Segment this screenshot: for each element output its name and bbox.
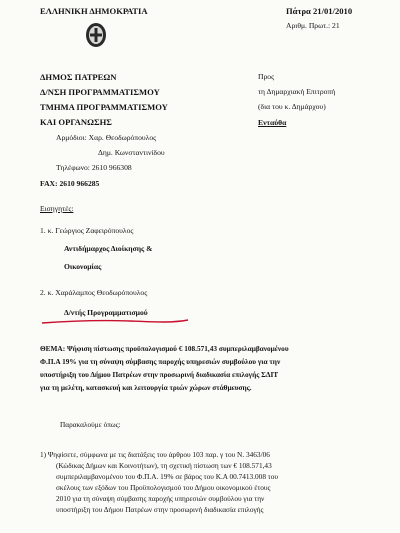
rapporteurs-heading: Εισηγητές: <box>40 204 74 213</box>
phone: Τηλέφωνο: 2610 966308 <box>56 163 132 172</box>
place-date: Πάτρα 21/01/2010 <box>286 6 353 16</box>
protocol-number: Αριθμ. Πρωτ.: 21 <box>286 21 340 30</box>
responsible-2: Δημ. Κωνσταντινίδου <box>98 148 165 157</box>
subject-line-2: Φ.Π.Α 19% για τη σύναψη σύμβασης παροχής υπηρεσιών συμβούλου για την <box>40 357 281 366</box>
fax: FAX: 2610 966285 <box>40 179 100 188</box>
item-1-line-5: 2010 για τη σύναψη σύμβασης παροχής υπηρεσιών συμβούλου για την <box>56 494 265 503</box>
item-1-line-6: υποστήριξη του Δήμου Πατρέων στην προσωρινή διαδικασία επιλογής <box>56 505 264 514</box>
rapporteur-1-role-2: Οικονομίας <box>64 262 102 271</box>
responsible-1: Αρμόδιοι: Χαρ. Θεοδωρόπουλος <box>56 133 157 142</box>
recipient-line-1: τη Δημαρχιακή Επιτροπή <box>258 87 336 96</box>
state-title: ΕΛΛΗΝΙΚΗ ΔΗΜΟΚΡΑΤΙΑ <box>40 6 148 16</box>
subject-line-3: υποστήριξη του Δήμου Πατρέων στην προσωρινή διαδικασία επιλογής ΣΔΙΤ <box>40 370 279 379</box>
sender-line-4: ΚΑΙ ΟΡΓΑΝΩΣΗΣ <box>40 117 112 127</box>
request-intro: Παρακαλούμε όπως: <box>60 420 121 429</box>
recipient-line-2: (δια του κ. Δημάρχου) <box>258 102 326 111</box>
sender-line-3: ΤΜΗΜΑ ΠΡΟΓΡΑΜΜΑΤΙΣΜΟΥ <box>40 102 168 112</box>
coat-of-arms-icon <box>85 22 107 48</box>
recipient-line-3: Ενταύθα <box>258 118 287 127</box>
item-1-line-4: σκέλους των εξόδων του Προϋπολογισμού του Δήμου οικονομικού έτους <box>56 483 271 492</box>
recipient-to: Προς <box>258 72 275 81</box>
red-underline-mark <box>40 315 190 327</box>
subject-line-4: για τη μελέτη, κατασκευή και λειτουργία τριών χώρων στάθμευσης. <box>40 383 252 392</box>
item-1-line-1: 1) Ψηφίσετε, σύμφωνα με τις διατάξεις του άρθρου 103 παρ. γ του Ν. 3463/06 <box>40 450 270 459</box>
item-1-line-3: συμπεριλαμβανομένου του Φ.Π.Α. 19% σε βάρος του Κ.Α 00.7413.008 του <box>56 472 278 481</box>
subject-line-1: ΘΕΜΑ: Ψήφιση πίστωσης προϋπολογισμού € 108.571,43 συμπεριλαμβανομένου <box>40 344 289 353</box>
sender-line-2: Δ/ΝΣΗ ΠΡΟΓΡΑΜΜΑΤΙΣΜΟΥ <box>40 87 160 97</box>
rapporteur-2-name: 2. κ. Χαράλαμπος Θεοδωρόπουλος <box>40 288 148 297</box>
rapporteur-2-role: Δ/ντής Προγραμματισμού <box>64 308 148 317</box>
sender-line-1: ΔΗΜΟΣ ΠΑΤΡΕΩΝ <box>40 72 117 82</box>
rapporteur-1-name: 1. κ. Γεώργιος Ζαφειρόπουλος <box>40 226 134 235</box>
rapporteur-1-role-1: Αντιδήμαρχος Διοίκησης & <box>64 244 153 253</box>
item-1-line-2: (Κώδικας Δήμων και Κοινοτήτων), τη σχετική πίστωση των € 108.571,43 <box>56 461 272 470</box>
